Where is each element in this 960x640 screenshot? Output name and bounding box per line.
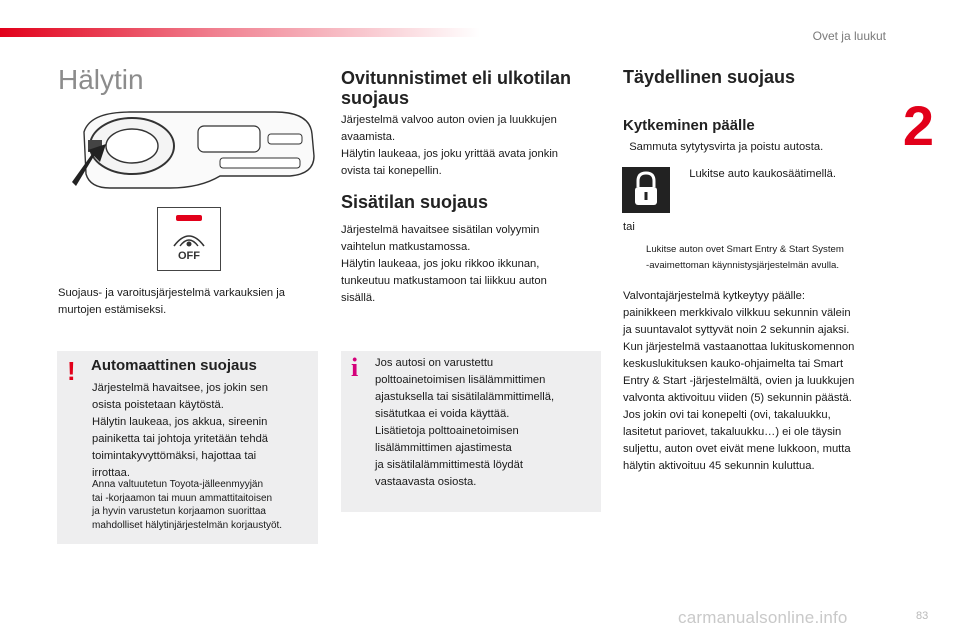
step-ignition-off: Sammuta sytytysvirta ja poistu autosta. [629, 141, 824, 153]
info-icon: i [351, 353, 359, 382]
interior-sensor-icon [170, 228, 208, 250]
dashboard-illustration [70, 104, 320, 190]
indicator-light [176, 215, 202, 221]
monitoring-text: Valvontajärjestelmä kytkeytyy päälle: painikkeen merkkivalo vilkkuu sekunnin välein ja suuntavalot syttyvät noin 2 sekunnin ajaksi. Kun järjestelmä vastaanottaa lukituskomennon keskuslukituksen kauko-ohjaimelta tai Smart Entry & Start -järjestelmältä, ovien ja luukkujen valvonta aktivoituu viiden (5) sekunnin päästä. Jos jokin ovi tai konepelti (ovi, takaluukku, lasitetut pariovet, takaluukku…) ei ole täysin suljettu, auton ovet eivät mene lukkoon, mutta hälytin aktivoituu 45 sekunnin kuluttua. [623, 290, 855, 472]
alarm-button-image [157, 207, 221, 271]
interior-protection-text: Järjestelmä havaitsee sisätilan volyymin vaihtelun matkustamossa. Hälytin laukeaa, jos joku rikkoo ikkunan, tunkeutuu matkustamoon tai liikkuu auton sisällä. [341, 224, 547, 304]
outer-protection-text: Järjestelmä valvoo auton ovien ja luukkujen avaamista. Hälytin laukeaa, jos joku yrittää avata jonkin ovista tai konepellin. [341, 114, 559, 177]
intro-text: Suojaus- ja varoitusjärjestelmä varkauksien ja murtojen estämiseksi. [58, 287, 285, 316]
or-text: tai [623, 221, 635, 233]
section-title: Ovet ja luukut [812, 29, 886, 43]
heading-interior-protection: Sisätilan suojaus [341, 192, 489, 212]
warning-icon: ! [67, 356, 76, 386]
warning-note: Anna valtuutetun Toyota-jälleenmyyjän tai -korjaamon tai muun ammattitaitoisen ja hyvin varustetun korjaamon suorittaa mahdolliset hälytinjärjestelmän korjaustyöt. [92, 479, 283, 531]
chapter-number: 2 [902, 94, 934, 157]
heading-full-protection: Täydellinen suojaus [623, 67, 796, 87]
header-color-bar [0, 28, 480, 37]
watermark: carmanualsonline.info [678, 608, 848, 627]
warning-body: Järjestelmä havaitsee, jos jokin sen osista poistetaan käytöstä. Hälytin laukeaa, jos akkua, sireenin painiketta tai johtoja yritetään tehdä toimintakyvyttömäksi, hajottaa tai irrottaa. [92, 382, 269, 479]
lock-key-image [622, 167, 670, 213]
padlock-icon [622, 167, 670, 213]
info-body: Jos autosi on varustettu polttoainetoimisen lisälämmittimen ajastuksella tai sisätilalämmittimellä, sisätutkaa ei voida käyttää. Lisätietoja polttoainetoimisen lisälämmittimen ajastimesta ja sisätilalämmittimestä löydät vastaavasta osiosta. [375, 357, 555, 488]
step-remote-lock: Lukitse auto kaukosäätimellä. [689, 168, 836, 180]
info-box [341, 351, 601, 512]
off-label: OFF [178, 250, 200, 262]
page-title: Hälytin [58, 64, 144, 95]
page-number: 83 [916, 610, 929, 622]
heading-outer-protection: Ovitunnistimet eli ulkotilan suojaus [341, 68, 572, 108]
warning-box [57, 351, 318, 544]
heading-switch-on: Kytkeminen päälle [623, 117, 755, 134]
warning-title: Automaattinen suojaus [91, 357, 257, 374]
